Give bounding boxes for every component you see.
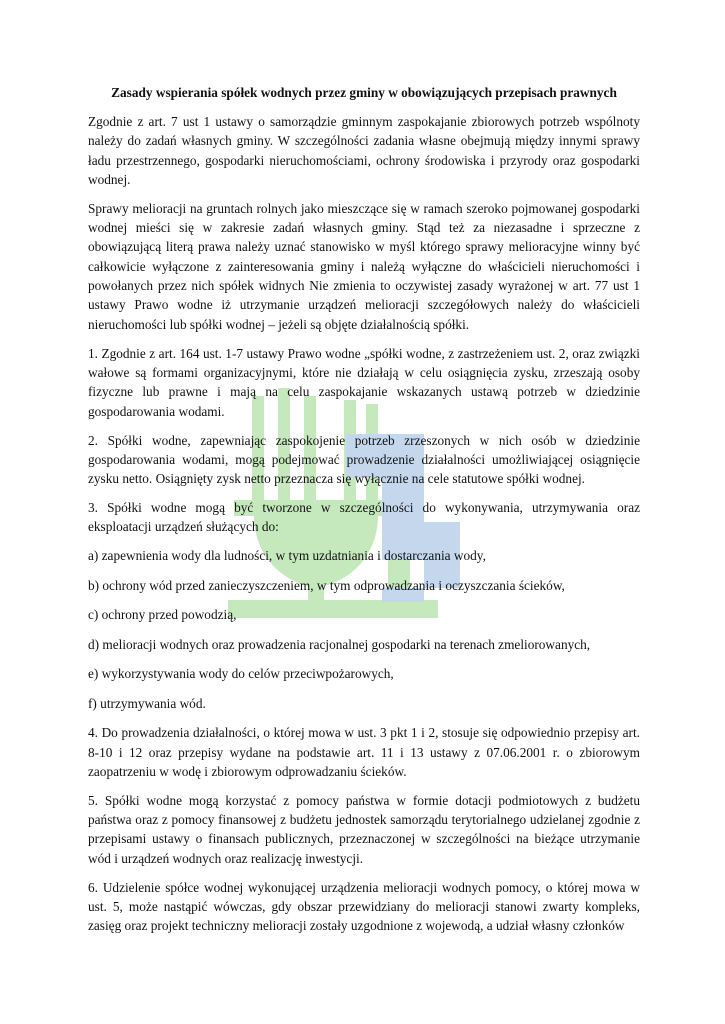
paragraph-point-5: 5. Spółki wodne mogą korzystać z pomocy państwa w formie dotacji podmiotowych z budżetu państwa oraz z pomocy finansowej z budżetu jednostek samorządu terytorialnego udzielanej zgodnie z przepisami ustawy o finansach publicznych, przeznaczonej w szczególności na bieżące utrzymanie wód i urządzeń wodnych oraz realizację inwestycji. xyxy=(88,792,640,866)
list-item-f: f) utrzymywania wód. xyxy=(88,695,206,711)
paragraph-point-2: 2. Spółki wodne, zapewniając zaspokojenie potrzeb zrzeszonych w nich osób w dziedzinie gospodarowania wodami, mogą podejmować prowadzenie działalności umożliwiającej osiągnięcie zysku netto. Osiągnięty zysk netto przeznacza się wyłącznie na cele statutowe spółki wodnej. xyxy=(88,432,640,487)
paragraph-point-1: 1. Zgodnie z art. 164 ust. 1-7 ustawy Prawo wodne „spółki wodne, z zastrzeżeniem ust. 2, oraz związki wałowe są formami organizacyjnymi, które nie działają w celu osiągnięcia zysku, zrzeszają osoby fizyczne lub prawne i mają na celu zaspokajanie wskazanych ustawą potrzeb w dziedzinie gospodarowania wodami. xyxy=(88,345,640,419)
list-item-e: e) wykorzystywania wody do celów przeciwpożarowych, xyxy=(88,666,394,682)
list-item-b: b) ochrony wód przed zanieczyszczeniem, w tym odprowadzania i oczyszczania ścieków, xyxy=(88,577,565,593)
list-item-a: a) zapewnienia wody dla ludności, w tym uzdatniania i dostarczania wody, xyxy=(88,548,486,564)
paragraph-point-6: 6. Udzielenie spółce wodnej wykonującej urządzenia melioracji wodnych pomocy, o której mowa w ust. 5, może nastąpić wówczas, gdy obszar przewidziany do melioracji stanowi zwarty kompleks, zasięg oraz projekt techniczny melioracji zostały uzgodnione z wojewodą, a udział własny członków xyxy=(88,879,640,934)
list-item-d: d) melioracji wodnych oraz prowadzenia racjonalnej gospodarki na terenach zmeliorowanych, xyxy=(88,636,591,652)
paragraph-melioration: Sprawy melioracji na gruntach rolnych jako mieszczące się w ramach szeroko pojmowanej gospodarki wodnej mieści się w zakresie zadań własnych gminy. Stąd też za niezasadne i sprzeczne z obowiązującą literą prawa należy uznać stanowisko w myśl którego sprawy melioracyjne winny być całkowicie wyłączone z zainteresowania gminy i należą wyłączne do właścicieli nieruchomości i powołanych przez nich spółek widnych Nie zmienia to oczywistej zasady wyrażonej w art. 77 ust 1 ustawy Prawo wodne iż utrzymanie urządzeń melioracji szczegółowych należy do właścicieli nieruchomości lub spółki wodnej – jeżeli są objęte działalnością spółki. xyxy=(88,200,640,332)
list-item-c: c) ochrony przed powodzią, xyxy=(88,607,237,623)
paragraph-point-3: 3. Spółki wodne mogą być tworzone w szczególności do wykonywania, utrzymywania oraz eksploatacji urządzeń służących do: xyxy=(88,500,640,535)
document-page xyxy=(88,83,640,936)
paragraph-intro: Zgodnie z art. 7 ust 1 ustawy o samorządzie gminnym zaspokajanie zbiorowych potrzeb wspólnoty należy do zadań własnych gminy. W szczególności zadania własne obejmują między innymi sprawy ładu przestrzennego, gospodarki nieruchomościami, ochrony środowiska i przyrody oraz gospodarki wodnej. xyxy=(88,114,640,187)
page-title: Zasady wspierania spółek wodnych przez gminy w obowiązujących przepisach prawnych xyxy=(111,85,617,100)
paragraph-point-4: 4. Do prowadzenia działalności, o której mowa w ust. 3 pkt 1 i 2, stosuje się odpowiednio przepisy art. 8-10 i 12 oraz przepisy wydane na podstawie art. 11 i 13 ustawy z 07.06.2001 r. o zbiorowym zaopatrzeniu w wodę i zbiorowym odprowadzaniu ścieków. xyxy=(88,725,640,779)
